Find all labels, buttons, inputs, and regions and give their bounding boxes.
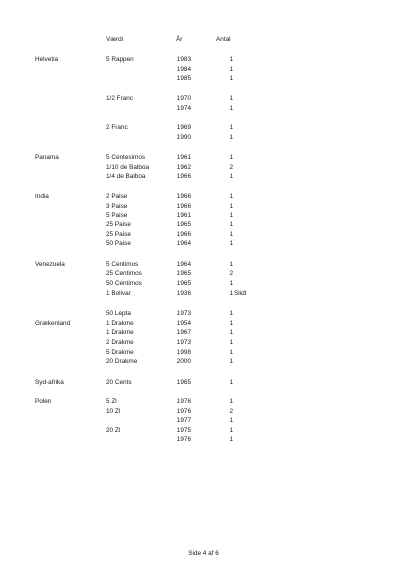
cell-year: 1983 <box>176 56 191 63</box>
cell-count: 1 <box>229 95 233 102</box>
cell-count: 1 <box>229 66 233 73</box>
cell-year: 1966 <box>176 193 191 200</box>
cell-count: 1 <box>229 379 233 386</box>
cell-count: 1 <box>229 173 233 180</box>
cell-count: 2 <box>229 270 233 277</box>
header-year: År <box>176 36 183 43</box>
header-value: Værdi <box>106 36 124 43</box>
cell-year: 1964 <box>176 240 191 247</box>
cell-year: 1966 <box>176 231 191 238</box>
cell-year: 1970 <box>176 95 191 102</box>
cell-year: 1965 <box>176 270 191 277</box>
cell-year: 1998 <box>176 349 191 356</box>
cell-year: 1961 <box>176 154 191 161</box>
cell-year: 1974 <box>176 105 191 112</box>
cell-count: 1 <box>229 212 233 219</box>
cell-year: 1976 <box>176 436 191 443</box>
cell-count: 1 <box>229 280 233 287</box>
cell-count: 1 <box>229 339 233 346</box>
cell-country: Panama <box>35 154 59 161</box>
cell-value: 1/4 de Balboa <box>106 173 146 180</box>
page-number: Side 4 af 6 <box>188 550 219 557</box>
cell-value: 20 Drakme <box>106 358 138 365</box>
cell-value: 2 Drakme <box>106 339 134 346</box>
cell-value: 5 Rappen <box>106 56 134 63</box>
cell-count: 1 <box>229 290 233 297</box>
cell-count: 1 <box>229 436 233 443</box>
cell-country: Polen <box>35 398 52 405</box>
cell-year: 1966 <box>176 173 191 180</box>
cell-count: 1 <box>229 417 233 424</box>
cell-count: 1 <box>229 349 233 356</box>
cell-count: 1 <box>229 203 233 210</box>
cell-value: 1 Drakme <box>106 320 134 327</box>
cell-year: 1966 <box>176 203 191 210</box>
cell-country: Venezuela <box>35 261 65 268</box>
cell-count: 1 <box>229 261 233 268</box>
cell-value: 50 Paise <box>106 240 131 247</box>
cell-count: 1 <box>229 221 233 228</box>
cell-year: 1964 <box>176 261 191 268</box>
cell-year: 1985 <box>176 75 191 82</box>
cell-value: 5 Zl <box>106 398 117 405</box>
cell-note: Slidt <box>234 290 247 297</box>
cell-value: 20 Zl <box>106 427 121 434</box>
cell-year: 1984 <box>176 66 191 73</box>
cell-year: 1962 <box>176 164 191 171</box>
cell-year: 1965 <box>176 221 191 228</box>
cell-count: 2 <box>229 164 233 171</box>
cell-year: 1990 <box>176 134 191 141</box>
cell-value: 25 Paise <box>106 231 131 238</box>
cell-year: 1976 <box>176 398 191 405</box>
cell-count: 1 <box>229 310 233 317</box>
cell-value: 1/10 de Balboa <box>106 164 149 171</box>
cell-year: 1973 <box>176 339 191 346</box>
cell-value: 5 Centesimos <box>106 154 146 161</box>
cell-country: Grækenland <box>35 320 71 327</box>
cell-value: 1/2 Franc <box>106 95 133 102</box>
cell-count: 1 <box>229 240 233 247</box>
cell-value: 50 Lepta <box>106 310 131 317</box>
cell-count: 1 <box>229 427 233 434</box>
cell-year: 1936 <box>176 290 191 297</box>
cell-count: 1 <box>229 320 233 327</box>
cell-value: 25 Centimos <box>106 270 142 277</box>
cell-year: 1967 <box>176 329 191 336</box>
cell-count: 2 <box>229 408 233 415</box>
cell-value: 25 Paise <box>106 221 131 228</box>
cell-year: 1965 <box>176 379 191 386</box>
cell-year: 1969 <box>176 124 191 131</box>
cell-count: 1 <box>229 75 233 82</box>
cell-value: 10 Zl <box>106 408 121 415</box>
cell-value: 2 Paise <box>106 193 128 200</box>
cell-count: 1 <box>229 134 233 141</box>
cell-count: 1 <box>229 124 233 131</box>
cell-year: 1973 <box>176 310 191 317</box>
cell-year: 1965 <box>176 280 191 287</box>
cell-year: 1961 <box>176 212 191 219</box>
cell-value: 3 Paise <box>106 203 128 210</box>
cell-count: 1 <box>229 329 233 336</box>
cell-count: 1 <box>229 398 233 405</box>
cell-year: 1977 <box>176 417 191 424</box>
cell-value: 20 Cents <box>106 379 132 386</box>
cell-count: 1 <box>229 154 233 161</box>
cell-count: 1 <box>229 56 233 63</box>
cell-country: Syd-afrika <box>35 379 64 386</box>
cell-value: 5 Centimos <box>106 261 139 268</box>
cell-value: 1 Bolivar <box>106 290 131 297</box>
cell-value: 1 Drakme <box>106 329 134 336</box>
header-count: Antal <box>216 36 231 43</box>
cell-year: 2000 <box>176 358 191 365</box>
cell-count: 1 <box>229 358 233 365</box>
cell-year: 1975 <box>176 427 191 434</box>
cell-value: 5 Paise <box>106 212 128 219</box>
cell-country: Helvetia <box>35 56 59 63</box>
cell-value: 50 Centimos <box>106 280 142 287</box>
cell-value: 2 Franc <box>106 124 128 131</box>
cell-year: 1976 <box>176 408 191 415</box>
cell-year: 1954 <box>176 320 191 327</box>
cell-value: 5 Drakme <box>106 349 134 356</box>
cell-count: 1 <box>229 193 233 200</box>
cell-count: 1 <box>229 105 233 112</box>
cell-country: India <box>35 193 49 200</box>
cell-count: 1 <box>229 231 233 238</box>
